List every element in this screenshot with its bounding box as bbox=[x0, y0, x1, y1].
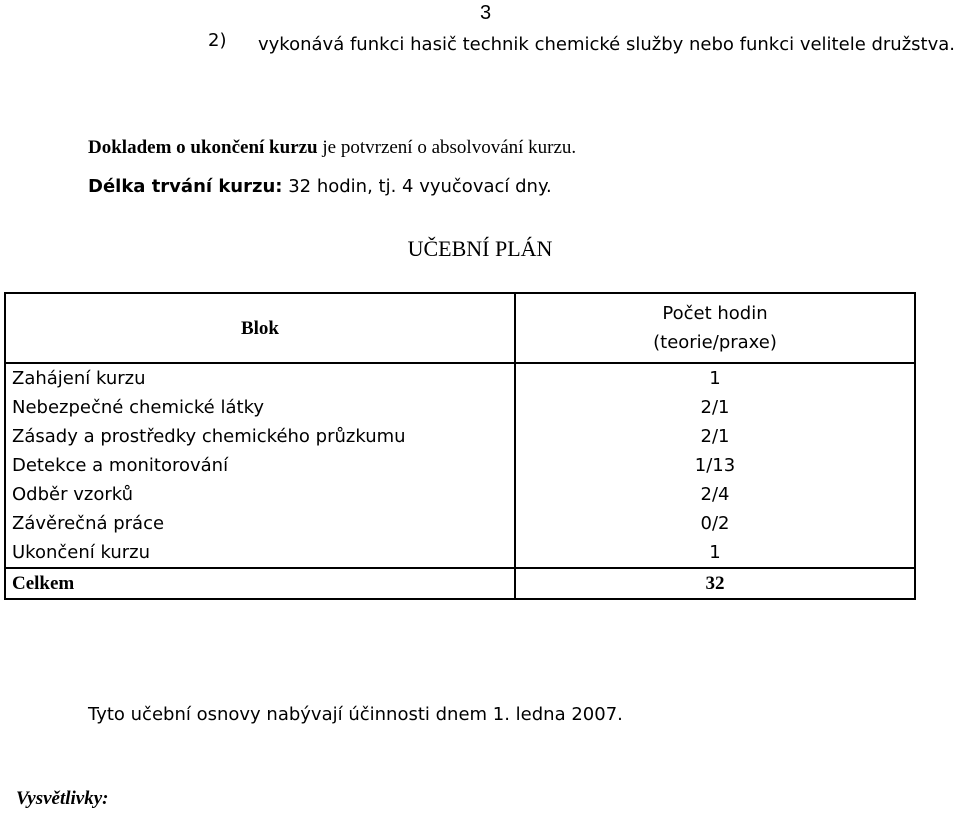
table-row bbox=[5, 480, 915, 509]
section-title: UČEBNÍ PLÁN bbox=[407, 236, 553, 261]
table-row bbox=[5, 422, 915, 451]
row-block: Zásady a prostředky chemického průzkumu bbox=[5, 422, 515, 451]
row-block: Detekce a monitorování bbox=[5, 451, 515, 480]
total-label: Celkem bbox=[5, 568, 515, 599]
table-row bbox=[5, 509, 915, 538]
row-hours: 0/2 bbox=[515, 509, 915, 538]
row-hours: 2/4 bbox=[515, 480, 915, 509]
row-hours: 1 bbox=[515, 538, 915, 568]
row-hours: 1/13 bbox=[515, 451, 915, 480]
curriculum-table bbox=[4, 292, 916, 600]
legend-heading: Vysvětlivky: bbox=[16, 788, 109, 809]
table-row bbox=[5, 451, 915, 480]
table-row bbox=[5, 363, 915, 393]
list-item-text: vykonává funkci hasič technik chemické služby nebo funkci velitele družstva. bbox=[258, 34, 956, 55]
column-header-block: Blok bbox=[5, 293, 515, 363]
row-block: Odběr vzorků bbox=[5, 480, 515, 509]
row-hours: 1 bbox=[515, 363, 915, 393]
column-header-hours-line1: Počet hodin bbox=[662, 303, 768, 324]
row-block: Zahájení kurzu bbox=[5, 363, 515, 393]
table-row bbox=[5, 393, 915, 422]
table-total-row bbox=[5, 568, 915, 599]
completion-text: je potvrzení o absolvování kurzu. bbox=[317, 137, 577, 158]
row-block: Závěrečná práce bbox=[5, 509, 515, 538]
row-block: Ukončení kurzu bbox=[5, 538, 515, 568]
list-item-marker: 2) bbox=[208, 30, 227, 51]
table-header-row bbox=[5, 293, 915, 363]
duration-label: Délka trvání kurzu: bbox=[88, 176, 283, 197]
row-hours: 2/1 bbox=[515, 393, 915, 422]
completion-label: Dokladem o ukončení kurzu bbox=[88, 137, 318, 158]
row-block: Nebezpečné chemické látky bbox=[5, 393, 515, 422]
effective-date-note: Tyto učební osnovy nabývají účinnosti dnem 1. ledna 2007. bbox=[88, 704, 623, 725]
duration-text: 32 hodin, tj. 4 vyučovací dny. bbox=[282, 176, 552, 197]
table-row bbox=[5, 538, 915, 568]
column-header-hours bbox=[515, 293, 915, 363]
completion-paragraph bbox=[88, 137, 576, 159]
column-header-hours-line2: (teorie/praxe) bbox=[653, 332, 777, 353]
page-number: 3 bbox=[480, 2, 492, 24]
row-hours: 2/1 bbox=[515, 422, 915, 451]
total-hours: 32 bbox=[515, 568, 915, 599]
duration-paragraph bbox=[88, 176, 552, 197]
